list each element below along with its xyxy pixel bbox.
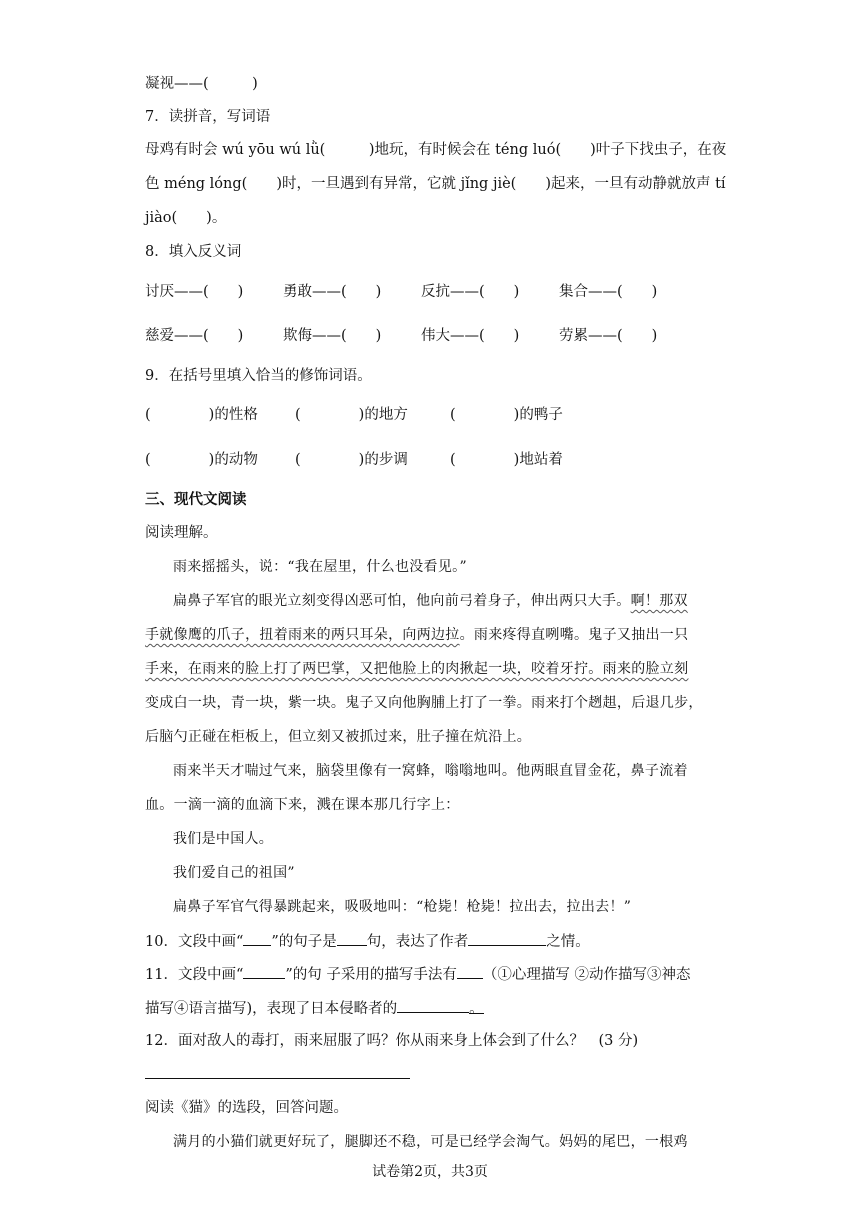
q9-title: 9．在括号里填入恰当的修饰词语。 — [145, 368, 372, 384]
q12: 12．面对敌人的毒打，雨来屈服了吗？你从雨来身上体会到了什么？ (3 分) — [145, 1033, 639, 1049]
q9-item: ( )的性格 — [145, 407, 258, 423]
q11-line-2 — [145, 998, 484, 1019]
q7-line-2: 色 méng lóng( )时，一旦遇到有异常，它就 jǐng jiè( )起来，一旦有动静就放声 tí — [145, 176, 726, 192]
passage-p3-line-2: 血。一滴一滴的血滴下来，溅在课本那几行字上： — [145, 797, 460, 813]
cat-intro: 阅读《猫》的选段，回答问题。 — [145, 1100, 348, 1116]
q12-answer-line[interactable] — [145, 1078, 410, 1079]
q10 — [145, 931, 590, 952]
q7-title: 7．读拼音，写词语 — [145, 109, 271, 125]
passage-p6: 扁鼻子军官气得暴跳起来，吸吸地叫：“枪毙！枪毙！拉出去，拉出去！” — [173, 899, 632, 915]
q9-item: ( )的鸭子 — [450, 407, 563, 423]
passage-p2-line-2 — [145, 625, 688, 645]
q11-line-1 — [145, 964, 691, 985]
passage-p2-line-4: 变成白一块，青一块，紫一块。鬼子又向他胸脯上打了一拳。雨来打个趔趄，后退几步， — [145, 695, 703, 711]
passage-p1: 雨来摇摇头，说：“我在屋里，什么也没看见。” — [173, 559, 467, 575]
q8-item: 欺侮——( ) — [283, 328, 382, 344]
q9-item: ( )的地方 — [295, 407, 408, 423]
cat-passage-line-1: 满月的小猫们就更好玩了，腿脚还不稳，可是已经学会淘气。妈妈的尾巴，一根鸡 — [173, 1134, 688, 1150]
q9-item: ( )地站着 — [450, 452, 563, 468]
q10-text: ”的句子是 — [271, 934, 337, 950]
q8-item: 慈爱——( ) — [145, 328, 244, 344]
q8-item: 讨厌——( ) — [145, 284, 244, 300]
answer-blank[interactable] — [243, 964, 285, 979]
answer-blank[interactable] — [243, 931, 271, 946]
q7-line-3: jiào( )。 — [145, 210, 227, 226]
q7-line-1: 母鸡有时会 wú yōu wú lǜ( )地玩，有时候会在 téng luó( )叶子下找虫子，在夜 — [145, 142, 727, 158]
passage-p3-line-1: 雨来半天才喘过气来，脑袋里像有一窝蜂，嗡嗡地叫。他两眼直冒金花，鼻子流着 — [173, 763, 688, 779]
q9-item: ( )的步调 — [295, 452, 408, 468]
q10-text: 之情。 — [546, 934, 590, 950]
q8-item: 勇敢——( ) — [283, 284, 382, 300]
q9-item: ( )的动物 — [145, 452, 258, 468]
q11-text: 11．文段中画“ — [145, 967, 244, 983]
answer-blank[interactable] — [468, 931, 546, 946]
q8-item: 伟大——( ) — [421, 328, 520, 344]
wavy-underlined-sentence: 手来，在雨来的脸上打了两巴掌，又把他脸上的肉揪起一块，咬着牙拧。雨来的脸立刻 — [145, 661, 689, 677]
q11-text: ”的句 子采用的描写手法有 — [285, 967, 457, 983]
q8-item: 劳累——( ) — [559, 328, 658, 344]
q8-item: 反抗——( ) — [421, 284, 520, 300]
wavy-underlined-sentence: 啊！那双 — [630, 593, 688, 609]
q8-title: 8．填入反义词 — [145, 244, 242, 260]
answer-blank[interactable] — [457, 964, 483, 979]
wavy-underlined-sentence: 手就像鹰的爪子，扭着雨来的两只耳朵，向两边拉 — [145, 627, 460, 643]
line-top-fragment: 凝视——( ) — [145, 76, 258, 92]
passage-text: 扁鼻子军官的眼光立刻变得凶恶可怕，他向前弓着身子，伸出两只大手。 — [173, 593, 631, 609]
page-footer: 试卷第2页，共3页 — [372, 1164, 488, 1180]
passage-p5: 我们爱自己的祖国” — [173, 865, 295, 881]
passage-p4: 我们是中国人。 — [173, 831, 274, 847]
section-3-intro: 阅读理解。 — [145, 525, 218, 541]
passage-p2-line-3 — [145, 659, 688, 679]
answer-blank[interactable] — [397, 998, 469, 1013]
answer-blank[interactable] — [337, 931, 367, 946]
passage-p2-line-5: 后脑勺正碰在柜板上，但立刻又被抓过来，肚子撞在炕沿上。 — [145, 729, 532, 745]
q8-item: 集合——( ) — [559, 284, 658, 300]
q11-text: （①心理描写 ②动作描写③神态 — [482, 967, 691, 983]
q10-text: 句，表达了作者 — [366, 934, 469, 950]
q10-text: 10．文段中画“ — [145, 934, 244, 950]
section-3-title: 三、现代文阅读 — [145, 491, 247, 508]
q11-text: 描写④语言描写)，表现了日本侵略者的 — [145, 1001, 398, 1017]
passage-p2-line-1 — [173, 591, 688, 611]
passage-text: 。雨来疼得直咧嘴。鬼子又抽出一只 — [459, 627, 689, 643]
q11-text: 。 — [469, 1001, 484, 1017]
